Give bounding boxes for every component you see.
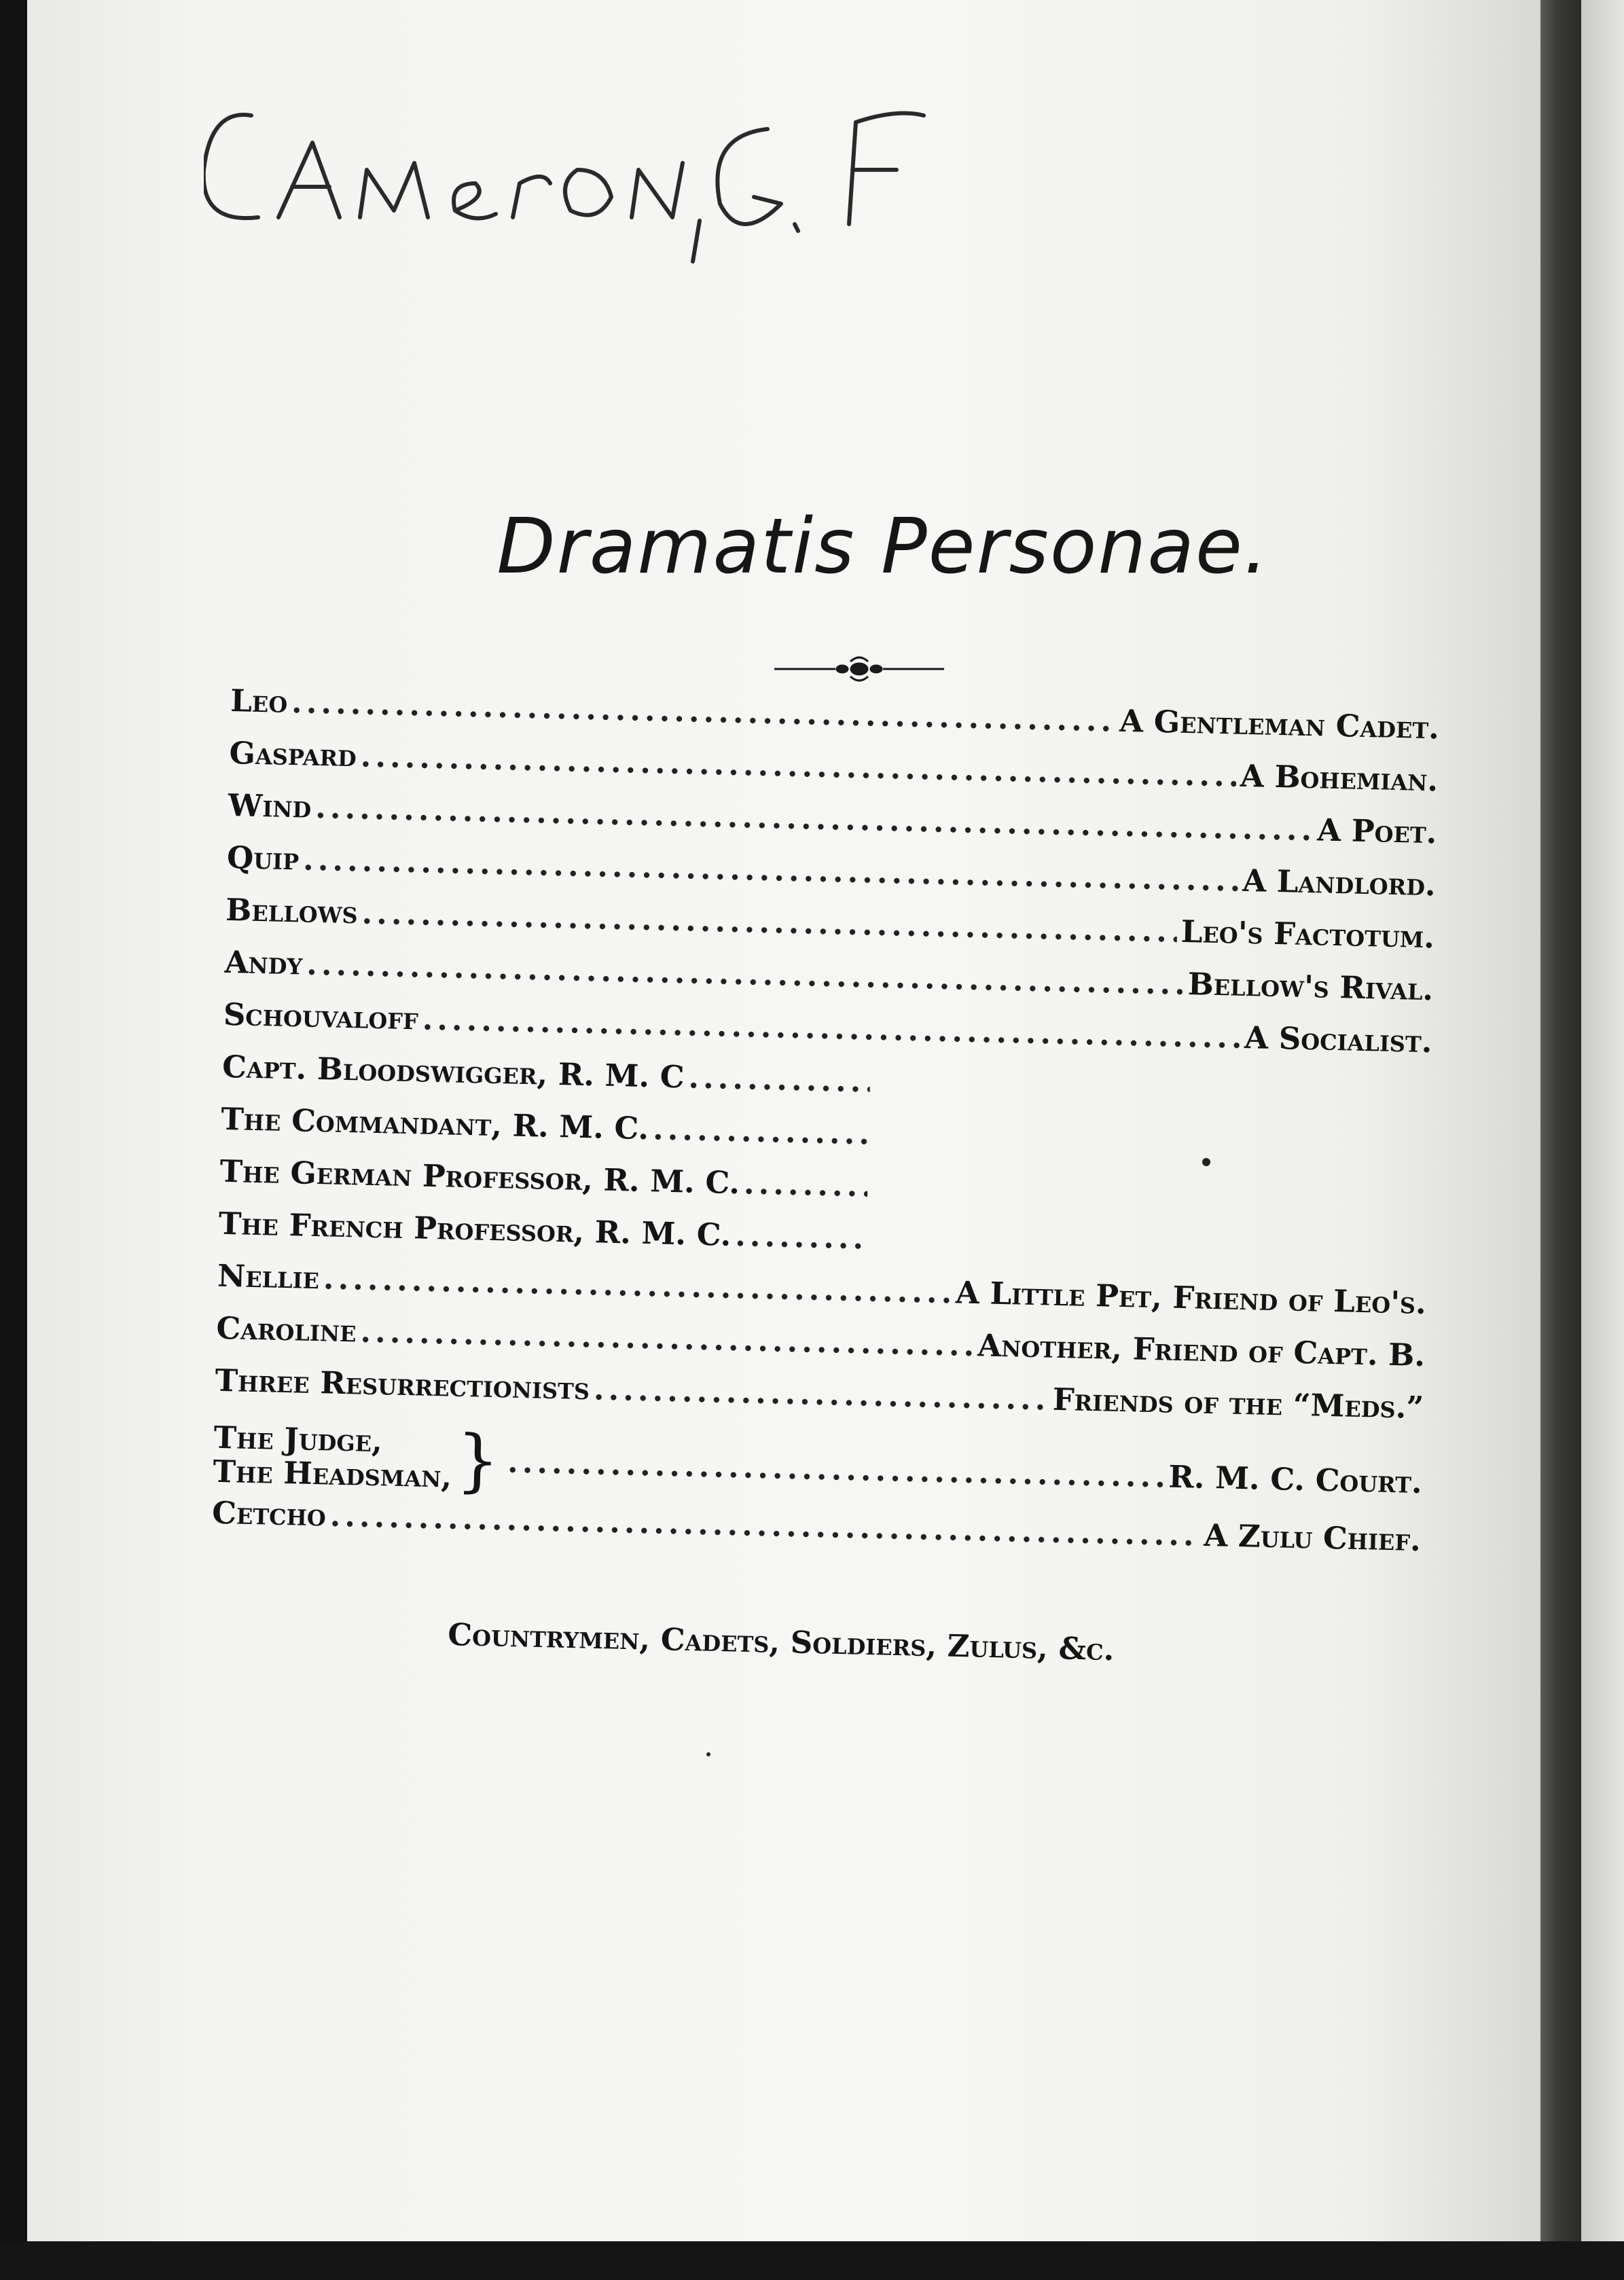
character-role: A Socialist. (1244, 1019, 1433, 1060)
print-speck (706, 1752, 710, 1756)
character-name: The German Professor, R. M. C. (219, 1153, 740, 1201)
character-role: Leo's Factotum. (1180, 913, 1435, 956)
character-role: A Landlord. (1242, 862, 1437, 903)
character-role: Another, Friend of Capt. B. (977, 1327, 1426, 1374)
character-role: A Little Pet, Friend of Leo's. (955, 1274, 1427, 1322)
character-name: Gaspard (229, 734, 357, 774)
character-name: The Commandant, R. M. C. (220, 1100, 649, 1147)
character-name: Three Resurrectionists (215, 1362, 590, 1407)
leader-dots (507, 1443, 1165, 1494)
scan-bottom-border (0, 2241, 1624, 2280)
character-name: Quip (226, 839, 300, 877)
character-name: Nellie (217, 1257, 320, 1297)
character-name: The French Professor, R. M. C. (218, 1205, 732, 1253)
character-name: The Judge, (213, 1419, 383, 1460)
character-name: Schouvaloff (223, 996, 419, 1037)
character-name: Bellows (225, 891, 359, 931)
handwritten-annotation (204, 88, 951, 265)
character-role: A Poet. (1316, 812, 1438, 851)
leader-dots (735, 1217, 867, 1256)
character-name: Capt. Bloodswigger, R. M. C (221, 1048, 685, 1096)
character-role: Friends of the “Meds.” (1052, 1381, 1424, 1426)
decorative-divider-icon (774, 652, 944, 686)
page-gutter-shadow (1540, 0, 1581, 2280)
paired-names (213, 1421, 453, 1494)
character-name: Wind (228, 786, 312, 825)
adjacent-page-edge (1581, 0, 1624, 2280)
character-name: Leo (230, 683, 288, 720)
character-role: A Zulu Chief. (1203, 1517, 1422, 1559)
leader-dots (688, 1059, 871, 1099)
character-name: Andy (224, 943, 304, 982)
character-name: The Headsman, (213, 1453, 452, 1495)
cast-list (211, 683, 1439, 1574)
leader-dots (744, 1165, 868, 1204)
leader-dots (653, 1110, 869, 1151)
print-speck (1202, 1158, 1210, 1166)
character-name: Cetcho (211, 1494, 327, 1534)
character-role: A Bohemian. (1240, 757, 1439, 799)
page-title: Dramatis Personae. (497, 503, 1269, 591)
character-role: R. M. C. Court. (1168, 1458, 1423, 1500)
supporting-cast-line: Countrymen, Cadets, Soldiers, Zulus, &c. (447, 1616, 1115, 1668)
character-name: Caroline (215, 1309, 357, 1350)
character-role: Bellow's Rival. (1187, 966, 1434, 1008)
brace-icon: } (455, 1419, 501, 1501)
character-role: A Gentleman Cadet. (1119, 702, 1440, 746)
